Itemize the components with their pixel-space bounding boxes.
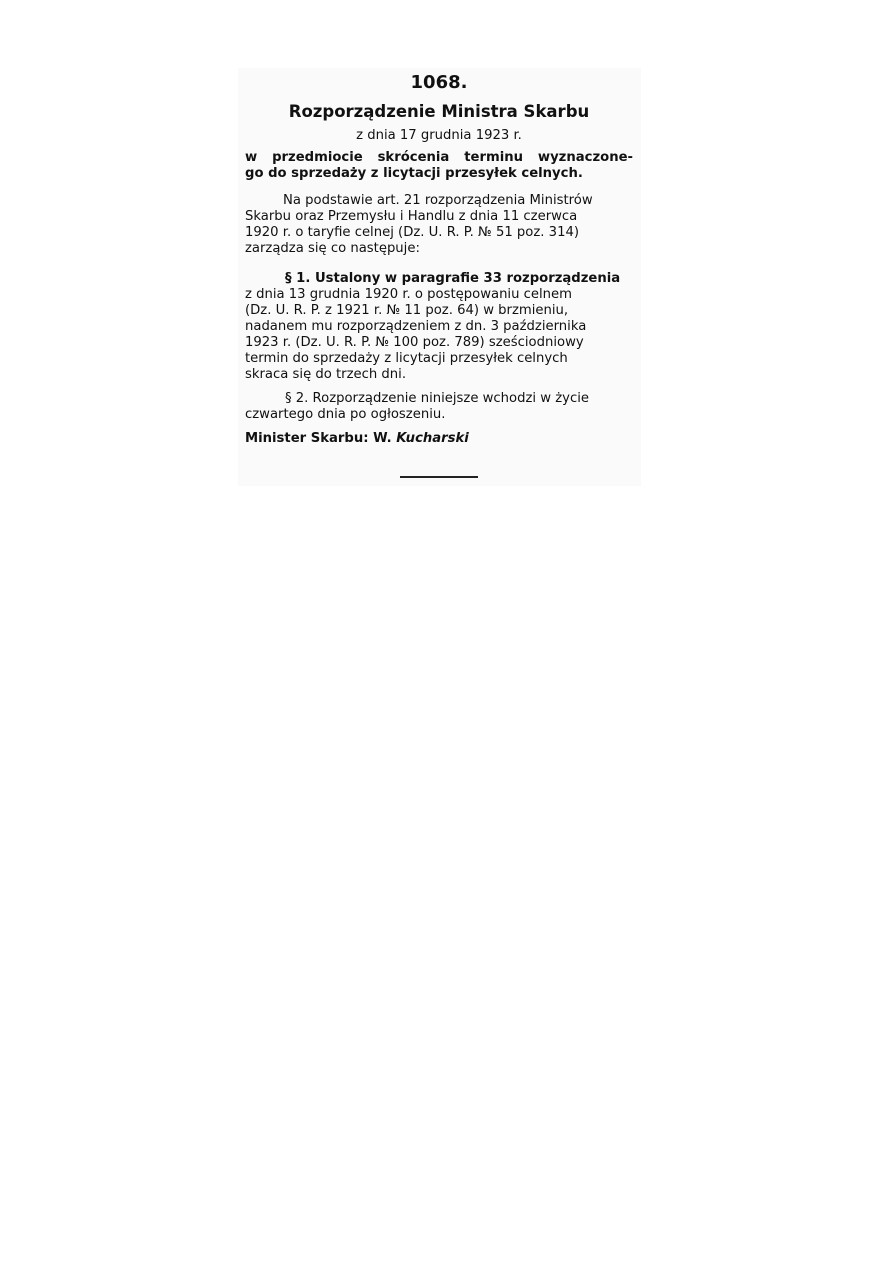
intro-line: Skarbu oraz Przemysłu i Handlu z dnia 11 czerwca [245, 209, 578, 224]
intro-line: zarządza się co następuje: [245, 241, 420, 256]
section-2-line: czwartego dnia po ogłoszeniu. [245, 407, 446, 422]
subject-line: w przedmiocie skrócenia terminu wyznaczone- [245, 150, 633, 165]
intro-paragraph [245, 193, 633, 257]
section-1-line: nadanem mu rozporządzeniem z dn. 3 października [245, 319, 587, 334]
subject-line: go do sprzedaży z licytacji przesyłek celnych. [245, 165, 583, 181]
section-1-paragraph [245, 271, 633, 383]
signature [245, 431, 633, 447]
ordinance-document [245, 72, 633, 447]
section-1-line: 1923 r. (Dz. U. R. P. № 100 poz. 789) sześciodniowy [245, 335, 584, 350]
closing-rule [400, 476, 478, 478]
intro-line: 1920 r. o taryfie celnej (Dz. U. R. P. № 51 poz. 314) [245, 225, 579, 240]
intro-line: Na podstawie art. 21 rozporządzenia Ministrów [283, 193, 593, 208]
section-1-line: § 1. Ustalony w paragrafie 33 rozporządzenia [285, 271, 621, 286]
section-1-line: (Dz. U. R. P. z 1921 r. № 11 poz. 64) w brzmieniu, [245, 303, 569, 318]
section-2-paragraph [245, 391, 633, 423]
section-1-line: skraca się do trzech dni. [245, 367, 407, 382]
document-number: 1068. [410, 72, 468, 93]
signature-label: Minister Skarbu: W. [245, 431, 392, 446]
section-1-line: z dnia 13 grudnia 1920 r. o postępowaniu celnem [245, 287, 572, 302]
document-title: Rozporządzenie Ministra Skarbu [288, 102, 590, 121]
document-subject [245, 150, 633, 181]
section-1-line: termin do sprzedaży z licytacji przesyłek celnych [245, 351, 568, 366]
document-date: z dnia 17 grudnia 1923 r. [356, 128, 522, 143]
section-2-line: § 2. Rozporządzenie niniejsze wchodzi w życie [285, 391, 589, 406]
signature-name: Kucharski [396, 431, 469, 446]
